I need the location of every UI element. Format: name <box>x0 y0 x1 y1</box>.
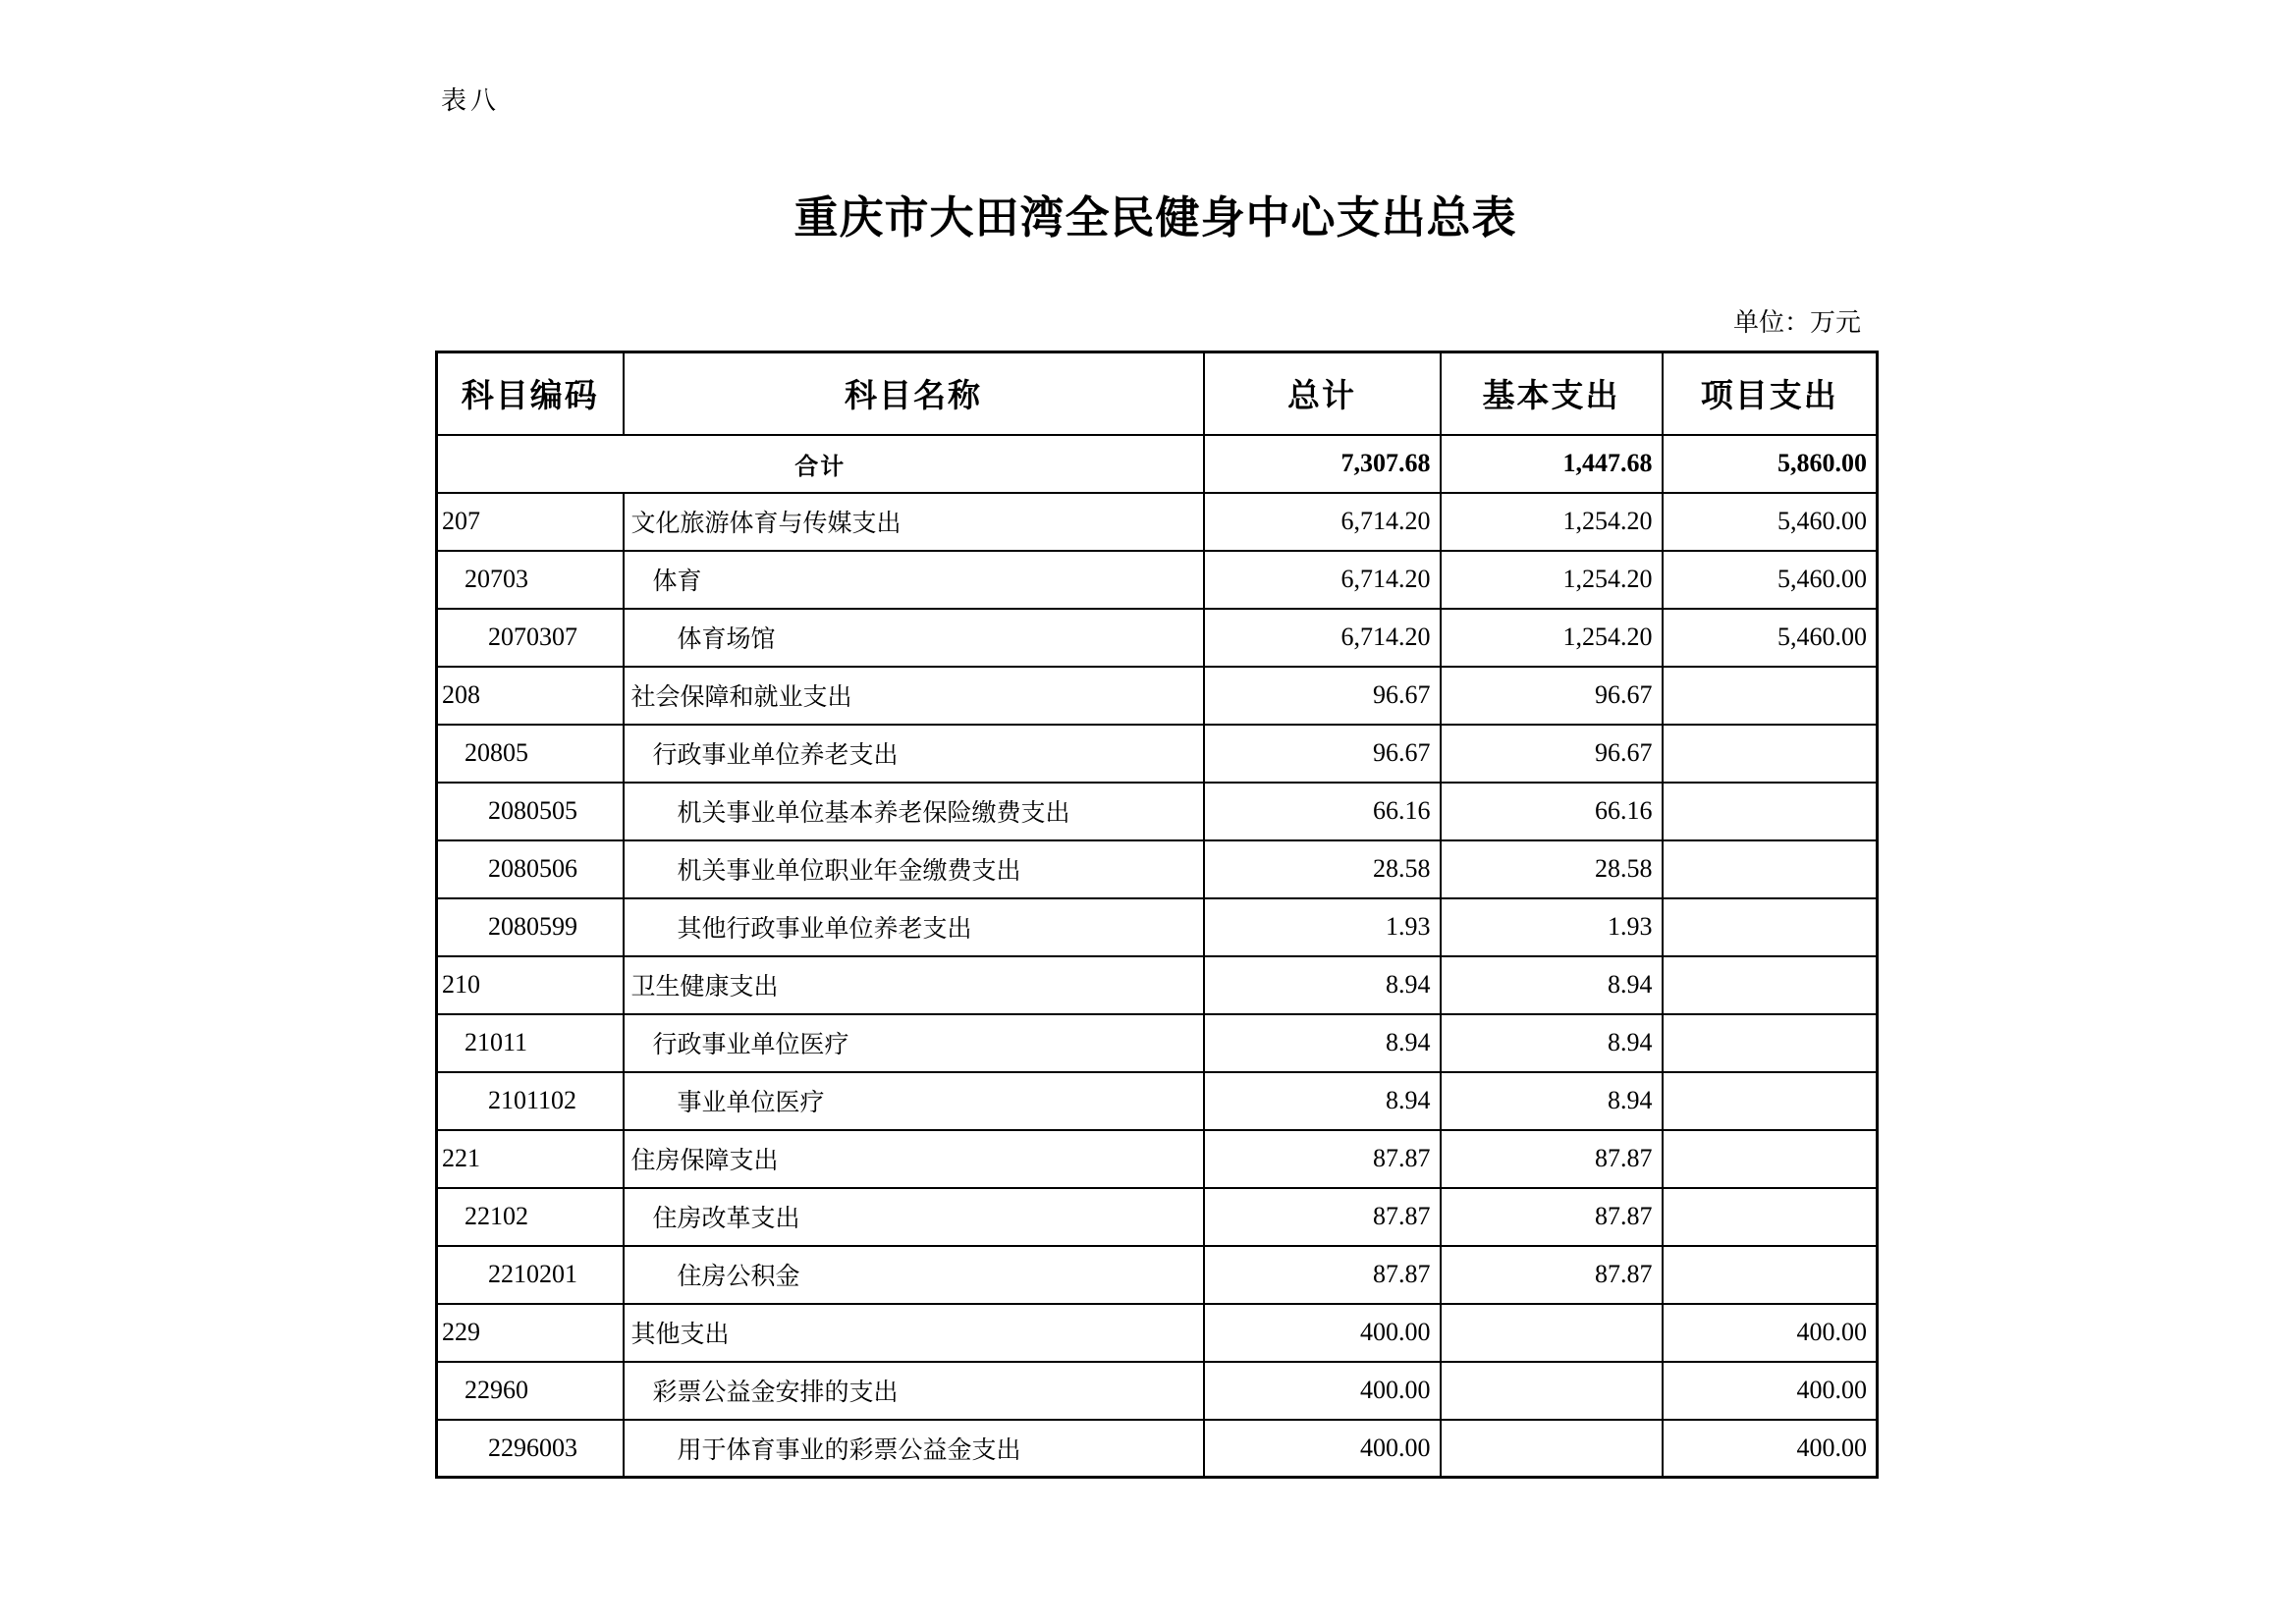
project-expenditure-cell <box>1663 840 1878 898</box>
table-row <box>437 1362 1878 1420</box>
subject-name-cell: 住房公积金 <box>624 1246 1204 1304</box>
basic-expenditure-cell: 1,254.20 <box>1441 493 1663 551</box>
summary-total-value: 7,307.68 <box>1204 435 1441 493</box>
subject-code-cell: 229 <box>437 1304 624 1362</box>
project-expenditure-cell <box>1663 667 1878 725</box>
total-cell: 400.00 <box>1204 1420 1441 1478</box>
table-row <box>437 1246 1878 1304</box>
project-expenditure-cell <box>1663 783 1878 840</box>
project-expenditure-cell: 400.00 <box>1663 1304 1878 1362</box>
project-expenditure-cell <box>1663 1188 1878 1246</box>
table-row <box>437 551 1878 609</box>
total-cell: 6,714.20 <box>1204 551 1441 609</box>
summary-label: 合计 <box>437 435 1204 493</box>
subject-code-cell: 221 <box>437 1130 624 1188</box>
summary-project-value: 5,860.00 <box>1663 435 1878 493</box>
table-row <box>437 1072 1878 1130</box>
basic-expenditure-cell <box>1441 1420 1663 1478</box>
table-row <box>437 1188 1878 1246</box>
expenditure-table <box>435 351 1879 1479</box>
total-cell: 87.87 <box>1204 1246 1441 1304</box>
table-row <box>437 609 1878 667</box>
basic-expenditure-cell: 66.16 <box>1441 783 1663 840</box>
table-row <box>437 1420 1878 1478</box>
table-row <box>437 783 1878 840</box>
subject-name-cell: 其他支出 <box>624 1304 1204 1362</box>
project-expenditure-cell <box>1663 1072 1878 1130</box>
header-project-expenditure: 项目支出 <box>1663 352 1878 435</box>
subject-name-cell: 机关事业单位基本养老保险缴费支出 <box>624 783 1204 840</box>
total-cell: 96.67 <box>1204 725 1441 783</box>
subject-code-cell: 2070307 <box>437 609 624 667</box>
basic-expenditure-cell: 87.87 <box>1441 1130 1663 1188</box>
project-expenditure-cell: 5,460.00 <box>1663 493 1878 551</box>
subject-name-cell: 机关事业单位职业年金缴费支出 <box>624 840 1204 898</box>
project-expenditure-cell <box>1663 956 1878 1014</box>
total-cell: 28.58 <box>1204 840 1441 898</box>
basic-expenditure-cell: 8.94 <box>1441 1072 1663 1130</box>
project-expenditure-cell <box>1663 725 1878 783</box>
summary-row <box>437 435 1878 493</box>
subject-code-cell: 210 <box>437 956 624 1014</box>
total-cell: 6,714.20 <box>1204 493 1441 551</box>
subject-code-cell: 2101102 <box>437 1072 624 1130</box>
total-cell: 87.87 <box>1204 1188 1441 1246</box>
basic-expenditure-cell: 1,254.20 <box>1441 609 1663 667</box>
header-subject-name: 科目名称 <box>624 352 1204 435</box>
project-expenditure-cell <box>1663 1246 1878 1304</box>
subject-name-cell: 住房保障支出 <box>624 1130 1204 1188</box>
subject-name-cell: 住房改革支出 <box>624 1188 1204 1246</box>
table-row <box>437 1014 1878 1072</box>
table-row <box>437 1130 1878 1188</box>
basic-expenditure-cell: 28.58 <box>1441 840 1663 898</box>
table-row <box>437 898 1878 956</box>
total-cell: 400.00 <box>1204 1304 1441 1362</box>
subject-code-cell: 22102 <box>437 1188 624 1246</box>
basic-expenditure-cell: 8.94 <box>1441 956 1663 1014</box>
project-expenditure-cell <box>1663 1014 1878 1072</box>
table-row <box>437 840 1878 898</box>
table-row <box>437 956 1878 1014</box>
basic-expenditure-cell <box>1441 1304 1663 1362</box>
project-expenditure-cell: 5,460.00 <box>1663 551 1878 609</box>
total-cell: 1.93 <box>1204 898 1441 956</box>
summary-basic-value: 1,447.68 <box>1441 435 1663 493</box>
total-cell: 8.94 <box>1204 956 1441 1014</box>
basic-expenditure-cell: 96.67 <box>1441 667 1663 725</box>
subject-name-cell: 事业单位医疗 <box>624 1072 1204 1130</box>
table-row <box>437 493 1878 551</box>
subject-name-cell: 体育场馆 <box>624 609 1204 667</box>
basic-expenditure-cell: 87.87 <box>1441 1188 1663 1246</box>
table-row <box>437 667 1878 725</box>
basic-expenditure-cell <box>1441 1362 1663 1420</box>
total-cell: 96.67 <box>1204 667 1441 725</box>
total-cell: 87.87 <box>1204 1130 1441 1188</box>
subject-name-cell: 彩票公益金安排的支出 <box>624 1362 1204 1420</box>
subject-code-cell: 20703 <box>437 551 624 609</box>
subject-name-cell: 用于体育事业的彩票公益金支出 <box>624 1420 1204 1478</box>
subject-name-cell: 卫生健康支出 <box>624 956 1204 1014</box>
project-expenditure-cell <box>1663 1130 1878 1188</box>
project-expenditure-cell <box>1663 898 1878 956</box>
basic-expenditure-cell: 8.94 <box>1441 1014 1663 1072</box>
subject-code-cell: 21011 <box>437 1014 624 1072</box>
subject-code-cell: 2080506 <box>437 840 624 898</box>
basic-expenditure-cell: 1,254.20 <box>1441 551 1663 609</box>
subject-code-cell: 2296003 <box>437 1420 624 1478</box>
header-basic-expenditure: 基本支出 <box>1441 352 1663 435</box>
total-cell: 8.94 <box>1204 1014 1441 1072</box>
total-cell: 400.00 <box>1204 1362 1441 1420</box>
header-row <box>437 352 1878 435</box>
basic-expenditure-cell: 96.67 <box>1441 725 1663 783</box>
table-row <box>437 725 1878 783</box>
project-expenditure-cell: 400.00 <box>1663 1420 1878 1478</box>
basic-expenditure-cell: 87.87 <box>1441 1246 1663 1304</box>
total-cell: 66.16 <box>1204 783 1441 840</box>
project-expenditure-cell: 5,460.00 <box>1663 609 1878 667</box>
subject-code-cell: 2080505 <box>437 783 624 840</box>
subject-name-cell: 社会保障和就业支出 <box>624 667 1204 725</box>
header-subject-code: 科目编码 <box>437 352 624 435</box>
subject-code-cell: 208 <box>437 667 624 725</box>
table-row <box>437 1304 1878 1362</box>
subject-code-cell: 2210201 <box>437 1246 624 1304</box>
subject-code-cell: 20805 <box>437 725 624 783</box>
subject-name-cell: 文化旅游体育与传媒支出 <box>624 493 1204 551</box>
basic-expenditure-cell: 1.93 <box>1441 898 1663 956</box>
total-cell: 6,714.20 <box>1204 609 1441 667</box>
table-number-label: 表八 <box>441 86 501 115</box>
header-total: 总计 <box>1204 352 1441 435</box>
subject-name-cell: 行政事业单位养老支出 <box>624 725 1204 783</box>
unit-note: 单位：万元 <box>1732 308 1861 337</box>
subject-code-cell: 2080599 <box>437 898 624 956</box>
subject-name-cell: 体育 <box>624 551 1204 609</box>
project-expenditure-cell: 400.00 <box>1663 1362 1878 1420</box>
subject-name-cell: 行政事业单位医疗 <box>624 1014 1204 1072</box>
page-title: 重庆市大田湾全民健身中心支出总表 <box>793 193 1517 243</box>
subject-name-cell: 其他行政事业单位养老支出 <box>624 898 1204 956</box>
subject-code-cell: 22960 <box>437 1362 624 1420</box>
total-cell: 8.94 <box>1204 1072 1441 1130</box>
subject-code-cell: 207 <box>437 493 624 551</box>
